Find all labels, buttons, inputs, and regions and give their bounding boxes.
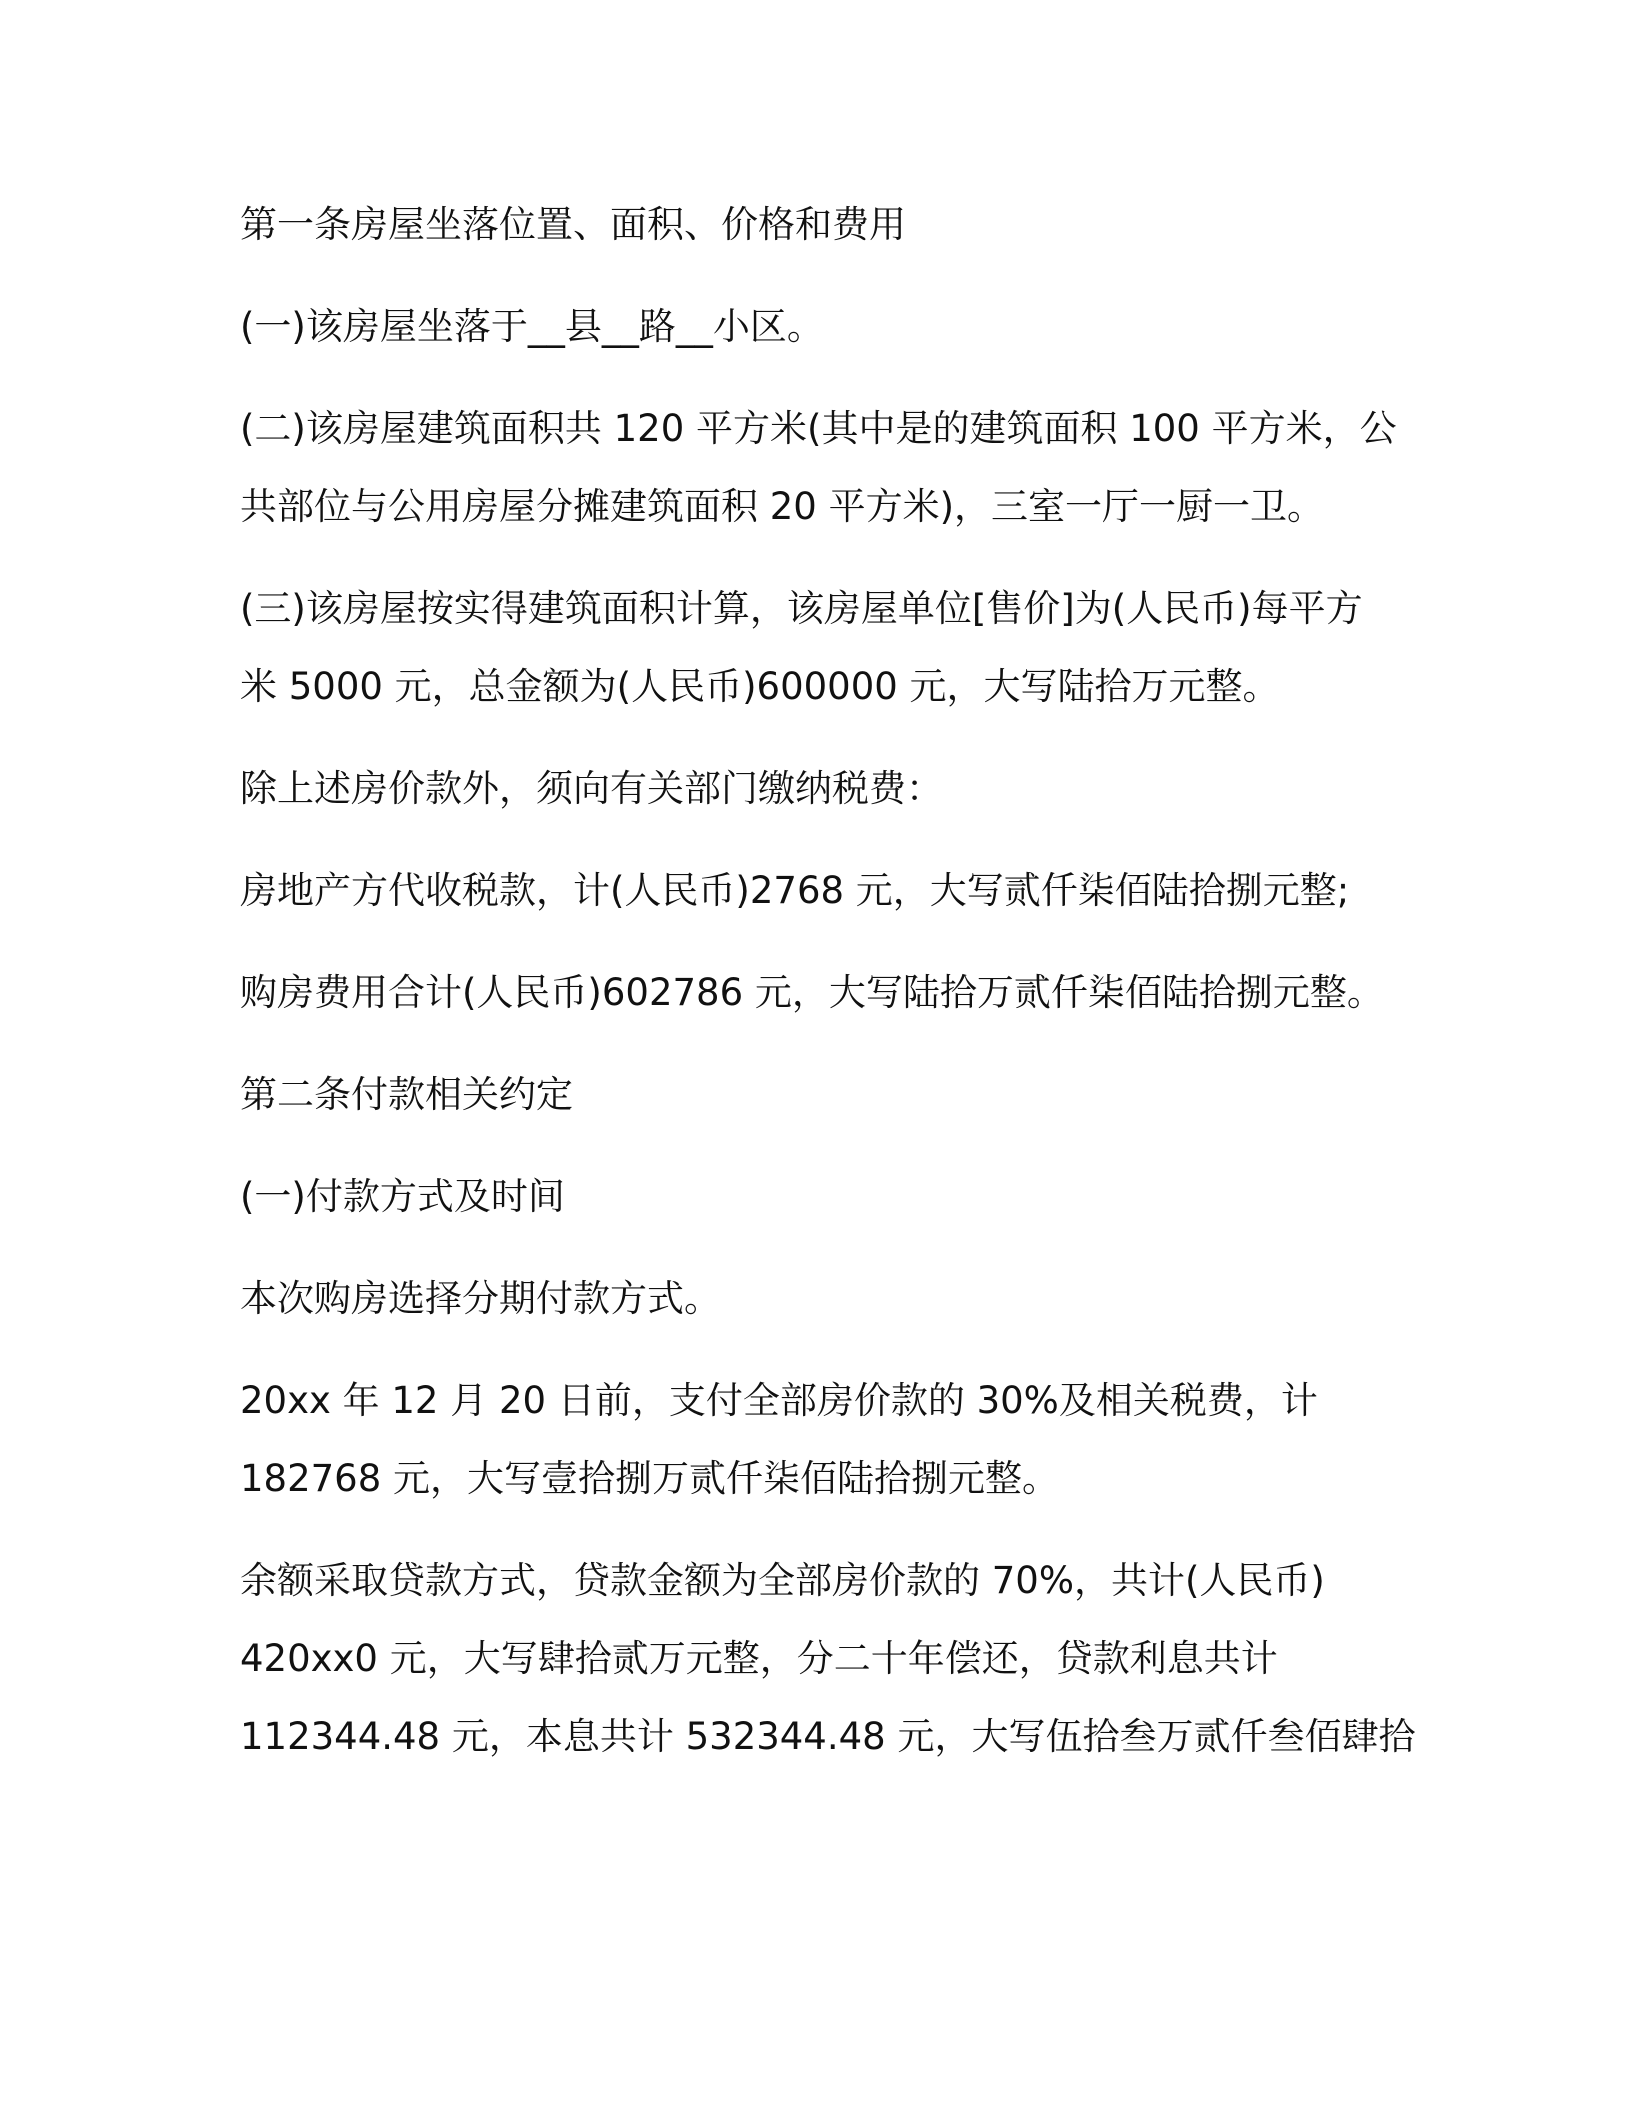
tax-intro: 除上述房价款外，须向有关部门缴纳税费： [240, 767, 943, 810]
document-body [240, 186, 1416, 1776]
article-1-item-2-line-1: (二)该房屋建筑面积共 120 平方米(其中是的建筑面积 100 平方米，公 [240, 407, 1397, 450]
loan-line-1: 余额采取贷款方式，贷款金额为全部房价款的 70%，共计(人民币) [240, 1559, 1325, 1602]
article-1-item-3-line-2: 米 5000 元，总金额为(人民币)600000 元，大写陆拾万元整。 [240, 665, 1280, 708]
article-2-item-1: (一)付款方式及时间 [240, 1175, 565, 1218]
article-1-item-2-line-2: 共部位与公用房屋分摊建筑面积 20 平方米)，三室一厅一厨一卫。 [240, 485, 1325, 528]
down-payment-line-2: 182768 元，大写壹拾捌万贰仟柒佰陆拾捌元整。 [240, 1457, 1060, 1500]
down-payment-line-1: 20xx 年 12 月 20 日前，支付全部房价款的 30%及相关税费，计 [240, 1379, 1318, 1422]
tax-collected: 房地产方代收税款，计(人民币)2768 元，大写贰仟柒佰陆拾捌元整; [240, 869, 1350, 912]
loan-line-3: 112344.48 元，本息共计 532344.48 元，大写伍拾叁万贰仟叁佰肆拾 [240, 1715, 1416, 1758]
article-1-item-1: (一)该房屋坐落于__县__路__小区。 [240, 305, 824, 348]
article-2-heading: 第二条付款相关约定 [240, 1073, 573, 1116]
article-1-heading: 第一条房屋坐落位置、面积、价格和费用 [240, 203, 906, 246]
purchase-total: 购房费用合计(人民币)602786 元，大写陆拾万贰仟柒佰陆拾捌元整。 [240, 971, 1384, 1014]
loan-line-2: 420xx0 元，大写肆拾贰万元整，分二十年偿还，贷款利息共计 [240, 1637, 1278, 1680]
article-1-item-3-line-1: (三)该房屋按实得建筑面积计算，该房屋单位[售价]为(人民币)每平方 [240, 587, 1363, 630]
payment-method: 本次购房选择分期付款方式。 [240, 1277, 721, 1320]
